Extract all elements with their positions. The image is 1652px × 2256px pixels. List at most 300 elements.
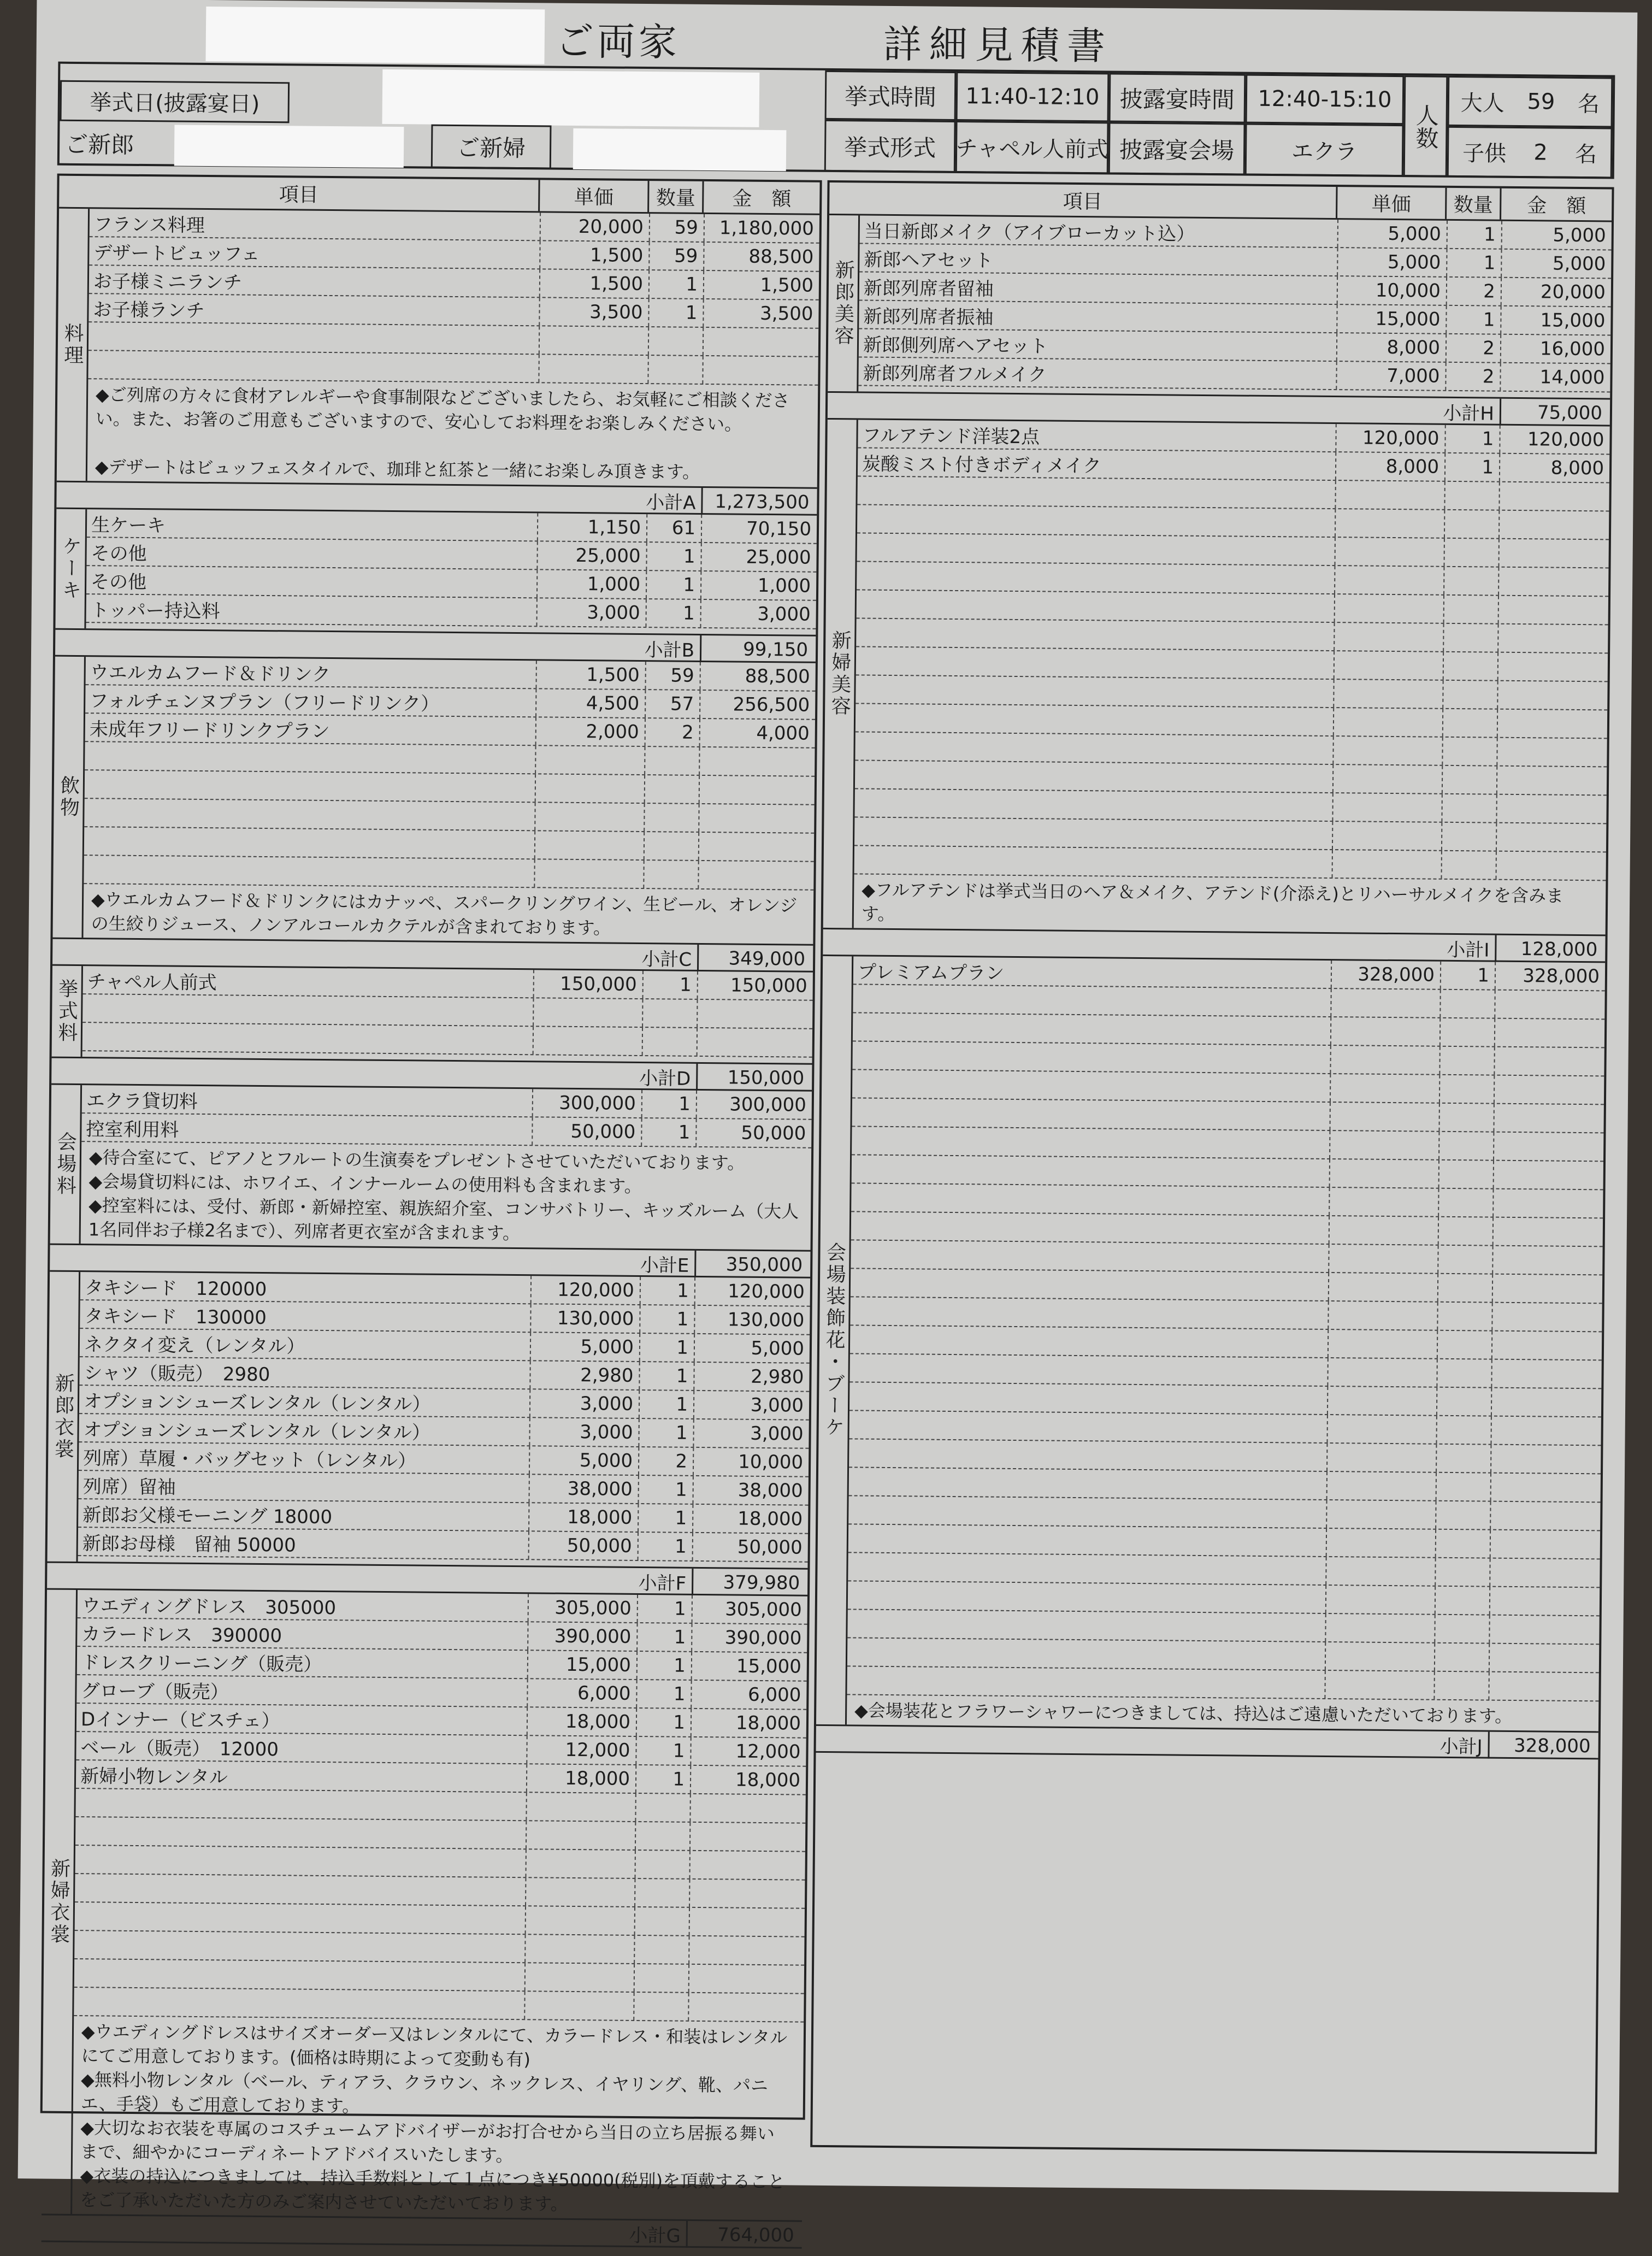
quantity: 1 [1440,962,1495,989]
amount [1490,1474,1601,1502]
amount [1490,1502,1600,1530]
quantity: 1 [642,971,697,999]
unit-price [1330,1017,1439,1046]
amount: 328,000 [1495,962,1605,991]
unit-price: 3,000 [536,598,645,627]
family-suffix: ご両家 [555,11,680,67]
item-name: オプションシューズレンタル（レンタル） [84,1386,431,1416]
subtotal-label: 小計G [42,2216,686,2248]
col-unit-price: 単価 [540,180,649,212]
unit-price [1335,481,1444,509]
quantity [1439,990,1494,1018]
item-name: その他 [91,538,146,566]
item-name: 当日新郎メイク（アイブローカット込） [864,216,1195,246]
section-note: ◆ウエディングドレスはサイズオーダー又はレンタルにて、カラードレス・和装はレンタルにてご用意しております。(価格は時期によって変動も有) [81,2019,793,2074]
unit-price [1334,594,1443,623]
unit-price: 20,000 [540,213,649,241]
item-name: 新郎側列席ヘアセット [863,329,1048,358]
item-name: 新婦小物レンタル [80,1760,228,1789]
amount [1493,1133,1603,1161]
unit-price [1329,1103,1438,1131]
document-title: 詳細見積書 [883,14,1113,71]
quantity: 1 [640,1277,694,1305]
item-name: グローブ（販売） [81,1675,229,1704]
amount [1496,767,1607,795]
unit-price: 305,000 [528,1594,637,1622]
unit-price: 10,000 [1337,276,1446,305]
quantity: 59 [645,662,699,690]
amount: 20,000 [1501,278,1611,307]
left-estimate-column [40,174,822,2120]
unit-price: 300,000 [532,1089,641,1117]
item-name: タキシード 130000 [84,1300,267,1329]
unit-price [1327,1387,1436,1415]
amount [1497,653,1608,681]
item-name: お子様ランチ [93,294,204,322]
quantity [1442,738,1496,765]
venue-label: 披露宴会場 [1108,122,1246,175]
quantity [1438,1161,1493,1188]
quantity: 1 [636,1709,691,1736]
quantity: 1 [638,1476,692,1504]
unit-price [1332,850,1441,879]
amount [1496,823,1606,852]
amount: 16,000 [1500,335,1610,363]
amount: 5,000 [1501,221,1612,250]
col-amount: 金 額 [1501,189,1612,221]
unit-price: 50,000 [532,1117,641,1146]
unit-price: 5,000 [1337,220,1447,248]
unit-price: 8,000 [1336,333,1446,362]
section-label: 新婦美容 [823,420,858,928]
amount [1492,1218,1603,1246]
groom-label: ご新郎 [60,121,169,166]
unit-price [1329,1188,1438,1216]
amount: 88,500 [699,662,815,691]
unit-price [1335,538,1444,566]
line-item-row [81,1114,811,1148]
unit-price: 18,000 [526,1764,635,1793]
right-section-1 [823,420,1610,963]
amount: 6,000 [691,1681,806,1709]
item-name: 新郎お父様モーニング 18000 [82,1499,332,1529]
amount [1491,1332,1602,1360]
quantity [635,1822,689,1850]
unit-price [1328,1301,1437,1330]
unit-price [524,1992,633,2020]
unit-price [1326,1529,1435,1557]
amount [1498,511,1609,539]
amount [1490,1417,1601,1445]
quantity: 2 [1445,363,1500,391]
quantity [634,1879,689,1907]
unit-price [1326,1472,1436,1500]
unit-price [1332,822,1441,850]
amount: 15,000 [691,1652,807,1681]
subtotal-amount: 99,150 [700,635,816,663]
subtotal-label: 小計J [816,1726,1488,1759]
unit-price: 6,000 [527,1679,636,1707]
quantity [1444,539,1498,567]
quantity: 59 [649,214,704,241]
amount [699,747,815,776]
amount [697,1028,812,1057]
amount [1494,1076,1604,1104]
unit-price: 38,000 [528,1475,638,1503]
quantity: 1 [635,1765,690,1793]
quantity [1438,1132,1493,1160]
amount [703,328,818,356]
subtotal-amount: 150,000 [696,1064,812,1092]
amount [1489,1616,1599,1644]
quantity: 1 [1444,425,1499,453]
amount [689,1794,805,1823]
unit-price: 2,000 [535,717,645,746]
unit-price [526,1821,635,1849]
ceremony-date-label: 挙式日(披露宴日) [60,80,290,123]
ceremony-time: 11:40-12:10 [956,72,1110,122]
amount: 1,180,000 [704,214,819,243]
unit-price: 15,000 [1336,305,1446,333]
subtotal-amount: 1,273,500 [701,488,817,516]
line-item-row [74,1988,804,2023]
quantity [1441,794,1496,822]
quantity: 2 [645,718,699,746]
quantity [643,861,698,888]
line-item-row [854,846,1606,881]
unit-price [534,803,644,831]
amount: 38,000 [692,1476,808,1505]
item-name: フォルチェンヌプラン（フリードリンク） [90,685,439,716]
item-name: チャペル人前式 [87,966,217,994]
left-section-2 [52,657,816,973]
quantity [1436,1388,1491,1416]
section-label: 新郎美容 [828,215,860,391]
quantity [644,747,699,775]
section-note: ◆控室料には、受付、新郎・新婦控室、親族紹介室、コンサバトリー、キッズルーム（大人1名同伴お子様2名まで）、列席者更衣室が含まれます。 [88,1193,800,1247]
quantity [1437,1303,1491,1330]
unit-price [1326,1444,1436,1472]
amount [1498,568,1608,596]
item-name: プレミアムプラン [858,956,1005,985]
line-item-row [88,351,818,386]
item-name: 未成年フリードリンクプラン [90,714,330,743]
amount: 5,000 [694,1334,810,1363]
quantity: 1 [636,1652,691,1680]
amount [1497,681,1607,710]
amount [1490,1445,1601,1474]
unit-price: 2,980 [529,1361,639,1389]
item-name: 新郎列席者留袖 [864,273,994,301]
subtotal-amount: 350,000 [694,1251,810,1279]
unit-price: 5,000 [1337,248,1446,276]
unit-price: 3,000 [529,1418,638,1446]
bride-label: ご新婦 [431,125,552,169]
section-label: ケーキ [55,509,87,628]
unit-price [533,1027,642,1055]
unit-price: 328,000 [1331,961,1440,989]
item-name: デザートビュッフェ [93,237,260,266]
unit-price: 3,500 [539,298,648,326]
quantity [642,999,697,1027]
quantity: 1 [648,299,703,327]
adults-count: 大人 59 名 [1448,76,1613,128]
quantity [1435,1587,1489,1615]
col-item: 項目 [59,176,540,211]
quantity: 2 [1446,334,1500,362]
unit-price: 150,000 [533,970,642,998]
amount: 305,000 [692,1595,807,1624]
subtotal-label: 小計D [51,1058,696,1091]
unit-price: 1,500 [539,241,648,269]
quantity [1437,1274,1492,1302]
quantity: 1 [641,1118,695,1146]
quantity: 1 [646,543,700,570]
item-name: フルアテンド洋装2点 [862,420,1040,449]
unit-price [1333,708,1442,737]
unit-price: 390,000 [527,1622,636,1651]
section-label: 新婦衣裳 [42,1590,78,2214]
unit-price [538,355,647,383]
amount: 390,000 [691,1624,807,1652]
section-note: ◆衣装の持込につきましては、持込手数料として１点につき¥50000(税別)を頂戴することをご了承いただいた方のみご案内させていただいております。 [80,2164,792,2218]
section-note: ◆ウエルカムフード＆ドリンクにはカナッペ、スパークリングワイン、生ビール、オレンジの生絞りジュース、ノンアルコールカクテルが含まれております。 [91,887,803,941]
unit-price: 50,000 [528,1532,638,1560]
item-name: フランス料理 [94,209,205,237]
left-section-6 [42,1590,807,2249]
quantity [1439,1075,1494,1103]
unit-price [1328,1330,1437,1358]
amount: 2,980 [693,1363,809,1391]
left-section-1 [55,509,817,663]
unit-price [525,1878,634,1906]
unit-price [1325,1642,1434,1671]
subtotal-amount: 128,000 [1495,935,1605,963]
unit-price [1329,1159,1438,1188]
amount: 256,500 [699,691,815,719]
quantity: 1 [646,571,700,599]
item-name: ウエルカムフード＆ドリンク [90,657,331,686]
amount [1496,852,1606,880]
subtotal-label: 小計H [828,393,1500,426]
left-section-5 [47,1272,810,1597]
quantity [635,1794,689,1822]
unit-price: 18,000 [528,1503,638,1532]
quantity [1436,1445,1490,1472]
item-name: 控室利用料 [86,1114,179,1141]
quantity: 59 [648,242,703,270]
amount [697,1000,812,1028]
unit-price [525,1849,634,1878]
quantity [1438,1104,1493,1132]
right-section-0 [828,215,1612,426]
unit-price [1326,1415,1436,1444]
amount [689,1880,805,1908]
quantity: 1 [1447,221,1501,249]
amount: 3,000 [693,1391,809,1419]
unit-price [1330,989,1439,1017]
amount [689,1851,805,1880]
amount [1491,1303,1602,1332]
section-note: ◆待合室にて、ピアノとフルートの生演奏をプレゼントさせていただいております。 [89,1145,800,1175]
quantity [644,832,698,860]
amount [1496,795,1606,823]
quantity [1435,1501,1490,1529]
quantity [1443,596,1498,623]
amount [1494,1047,1604,1076]
quantity [1442,681,1497,709]
item-name: ベール（販売） 12000 [80,1732,279,1761]
amount: 14,000 [1500,363,1610,392]
amount [1491,1388,1601,1417]
amount [1490,1530,1600,1559]
reception-time: 12:40-15:10 [1246,74,1405,125]
quantity: 1 [645,599,700,627]
quantity: 1 [638,1533,692,1560]
amount [688,1993,804,2022]
unit-price: 130,000 [530,1304,639,1333]
amount: 12,000 [690,1737,806,1766]
unit-price: 1,500 [539,269,648,298]
quantity [648,327,703,355]
quantity [644,804,698,832]
unit-price: 4,500 [535,689,645,717]
subtotal-label: 小計B [55,630,700,662]
amount [1491,1360,1601,1388]
quantity: 57 [645,690,699,718]
quantity [1443,624,1497,652]
unit-price [539,326,648,355]
amount: 300,000 [696,1091,812,1119]
quantity [634,1964,688,1992]
redacted-date [382,69,759,127]
line-item-row [86,594,816,629]
quantity [1441,851,1496,879]
quantity: 1 [636,1680,691,1708]
amount [699,776,815,804]
col-qty: 数量 [1447,188,1501,220]
quantity: 1 [638,1504,692,1532]
unit-price [1335,509,1444,538]
amount: 50,000 [695,1119,811,1147]
section-note: ◆会場貸切料には、ホワイエ、インナールームの使用料も含まれます。 [88,1169,800,1199]
unit-price: 120,000 [1335,424,1444,452]
amount: 3,000 [700,600,816,628]
unit-price [534,831,644,859]
unit-price [1330,1074,1439,1103]
quantity: 1 [1446,306,1500,334]
amount: 3,500 [703,299,818,328]
amount: 4,000 [699,719,815,747]
quantity [1434,1615,1489,1643]
amount [1497,625,1608,653]
unit-price [535,774,644,803]
unit-price [1327,1358,1436,1387]
unit-price [1332,765,1442,793]
quantity: 1 [1444,453,1499,481]
unit-price: 25,000 [536,541,646,570]
estimate-sheet [18,0,1638,2193]
redacted-bride-name [573,128,787,171]
item-name: ドレスクリーニング（販売） [81,1647,322,1676]
item-name: 列席）草履・バッグセット（レンタル） [83,1442,416,1472]
amount: 10,000 [693,1448,809,1476]
quantity: 61 [646,514,701,542]
unit-price [1334,623,1443,651]
item-name: エクラ貸切料 [86,1085,198,1114]
amount [1492,1189,1603,1218]
section-label: 料理 [57,209,90,481]
quantity: 1 [635,1737,690,1765]
subtotal-label: 小計C [52,939,697,971]
section-note: ◆フルアテンドは挙式当日のヘア＆メイク、アテンド(介添え)とリハーサルメイクを含みます。 [862,878,1595,933]
people-label: 人数 [1403,75,1448,177]
unit-price [1330,1046,1439,1074]
right-estimate-column [810,180,1614,2154]
ceremony-style-label: 挙式形式 [824,120,956,173]
quantity [1437,1246,1492,1274]
quantity [1434,1644,1489,1671]
subtotal-row [816,1724,1598,1759]
amount: 18,000 [692,1505,808,1533]
unit-price [524,1963,634,1992]
item-name: お子様ミニランチ [93,266,242,294]
section-note: ◆デザートはビュッフェスタイルで、珈琲と紅茶と一緒にお楽しみ頂きます。 [95,455,806,485]
item-name: カラードレス 390000 [81,1618,282,1647]
amount: 130,000 [694,1306,810,1334]
item-name: その他 [91,566,146,594]
amount [1496,738,1607,767]
col-amount: 金 額 [704,181,819,214]
amount: 88,500 [703,243,819,271]
section-label: 会場料 [50,1085,82,1244]
quantity [1441,823,1496,851]
item-name: 新郎ヘアセット [864,244,993,273]
section-label: 会場装飾花・ブーケ [816,956,853,1724]
unit-price: 15,000 [527,1651,636,1679]
quantity: 1 [648,270,703,298]
amount: 150,000 [697,971,813,1000]
section-note: ◆ご列席の方々に食材アレルギーや食事制限などございましたら、お気軽にご相談ください。また、お箸のご用意もございますので、安心してお料理をお楽しみください。 [96,382,807,437]
unit-price [1334,651,1443,680]
unit-price: 12,000 [526,1736,635,1764]
unit-price [1328,1245,1437,1273]
quantity [1436,1416,1490,1444]
item-name: ネクタイ変え（レンタル） [84,1329,305,1358]
amount [1493,1161,1603,1189]
section-label: 飲物 [52,657,85,938]
unit-price [533,998,642,1027]
unit-price: 5,000 [530,1333,639,1361]
quantity: 1 [639,1362,693,1390]
subtotal-amount: 764,000 [686,2221,802,2249]
quantity [1436,1359,1491,1387]
quantity: 1 [1446,249,1501,277]
unit-price: 3,000 [529,1389,639,1418]
unit-price [524,1935,634,1963]
subtotal-amount: 349,000 [697,945,813,973]
item-name: ウエディングドレス 305000 [82,1590,337,1619]
unit-price [534,859,643,888]
item-name: 生ケーキ [91,509,166,537]
amount [689,1908,805,1936]
unit-price: 120,000 [530,1276,640,1304]
unit-price [1333,680,1442,708]
quantity: 1 [636,1623,691,1651]
quantity [1437,1331,1491,1359]
section-label: 新郎衣裳 [48,1272,81,1562]
quantity: 1 [639,1334,694,1362]
